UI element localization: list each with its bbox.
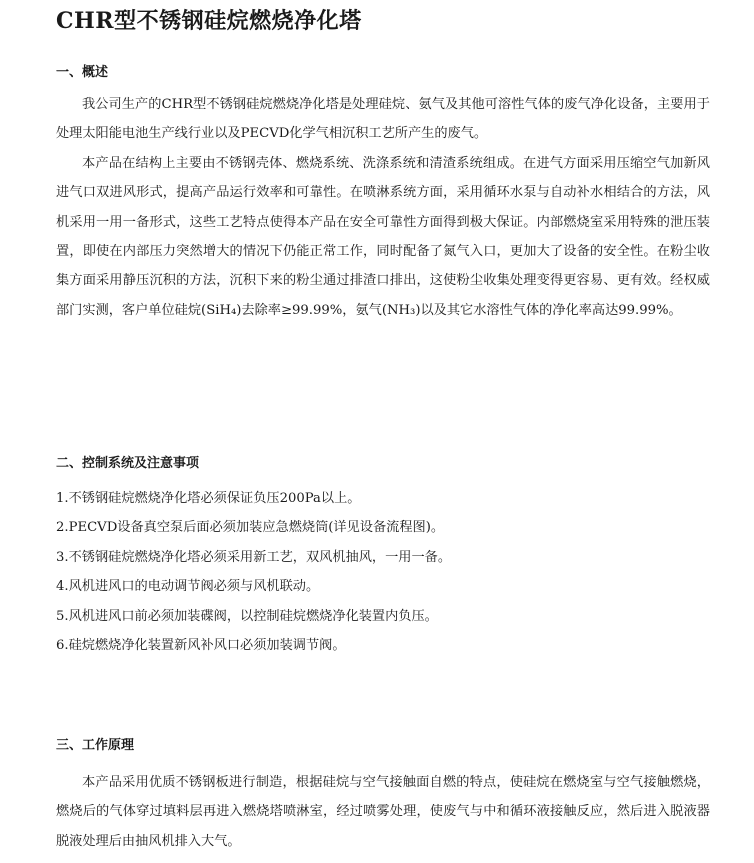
list-item: 2.PECVD设备真空泵后面必须加装应急燃烧筒(详见设备流程图)。 [56, 520, 445, 536]
section-heading-control-system: 二、控制系统及注意事项 [56, 456, 200, 471]
list-item: 4.风机进风口的电动调节阀必须与风机联动。 [56, 579, 320, 595]
section-body-overview [56, 90, 710, 325]
precautions-list [56, 484, 710, 660]
paragraph: 我公司生产的CHR型不锈钢硅烷燃烧净化塔是处理硅烷、氨气及其他可溶性气体的废气净化设备，主要用于处理太阳能电池生产线行业以及PECVD化学气相沉积工艺所产生的废气。 [56, 97, 710, 142]
section-body-working-principle [56, 768, 710, 856]
paragraph: 本产品采用优质不锈钢板进行制造，根据硅烷与空气接触面自燃的特点，使硅烷在燃烧室与空气接触燃烧，燃烧后的气体穿过填料层再进入燃烧塔喷淋室，经过喷雾处理，使废气与中和循环液接触反应，然后进入脱液器脱液处理后由抽风机排入大气。 [56, 775, 710, 849]
section-heading-working-principle: 三、工作原理 [56, 738, 135, 753]
list-item: 6.硅烷燃烧净化装置新风补风口必须加装调节阀。 [56, 638, 346, 654]
list-item: 3.不锈钢硅烷燃烧净化塔必须采用新工艺，双风机抽风，一用一备。 [56, 549, 452, 565]
list-item: 1.不锈钢硅烷燃烧净化塔必须保证负压200Pa以上。 [56, 491, 361, 506]
list-item: 5.风机进风口前必须加装碟阀，以控制硅烷燃烧净化装置内负压。 [56, 608, 438, 624]
section-heading-overview: 一、概述 [56, 65, 109, 80]
paragraph: 本产品在结构上主要由不锈钢壳体、燃烧系统、洗涤系统和清渣系统组成。在进气方面采用压缩空气加新风进气口双进风形式，提高产品运行效率和可靠性。在喷淋系统方面，采用循环水泵与自动补水相结合的方法，风机采用一用一备形式，这些工艺特点使得本产品在安全可靠性方面得到极大保证。内部燃烧室采用特殊的泄压装置，即使在内部压力突然增大的情况下仍能正常工作，同时配备了氮气入口，更加大了设备的安全性。在粉尘收集方面采用静压沉积的方法，沉积下来的粉尘通过排渣口排出，这使粉尘收集处理变得更容易、更有效。经权威部门实测，客户单位硅烷(SiH₄)去除率≥99.99%，氨气(NH₃)以及其它水溶性气体的净化率高达99.99%。 [56, 155, 710, 318]
page-title: CHR型不锈钢硅烷燃烧净化塔 [56, 8, 362, 34]
